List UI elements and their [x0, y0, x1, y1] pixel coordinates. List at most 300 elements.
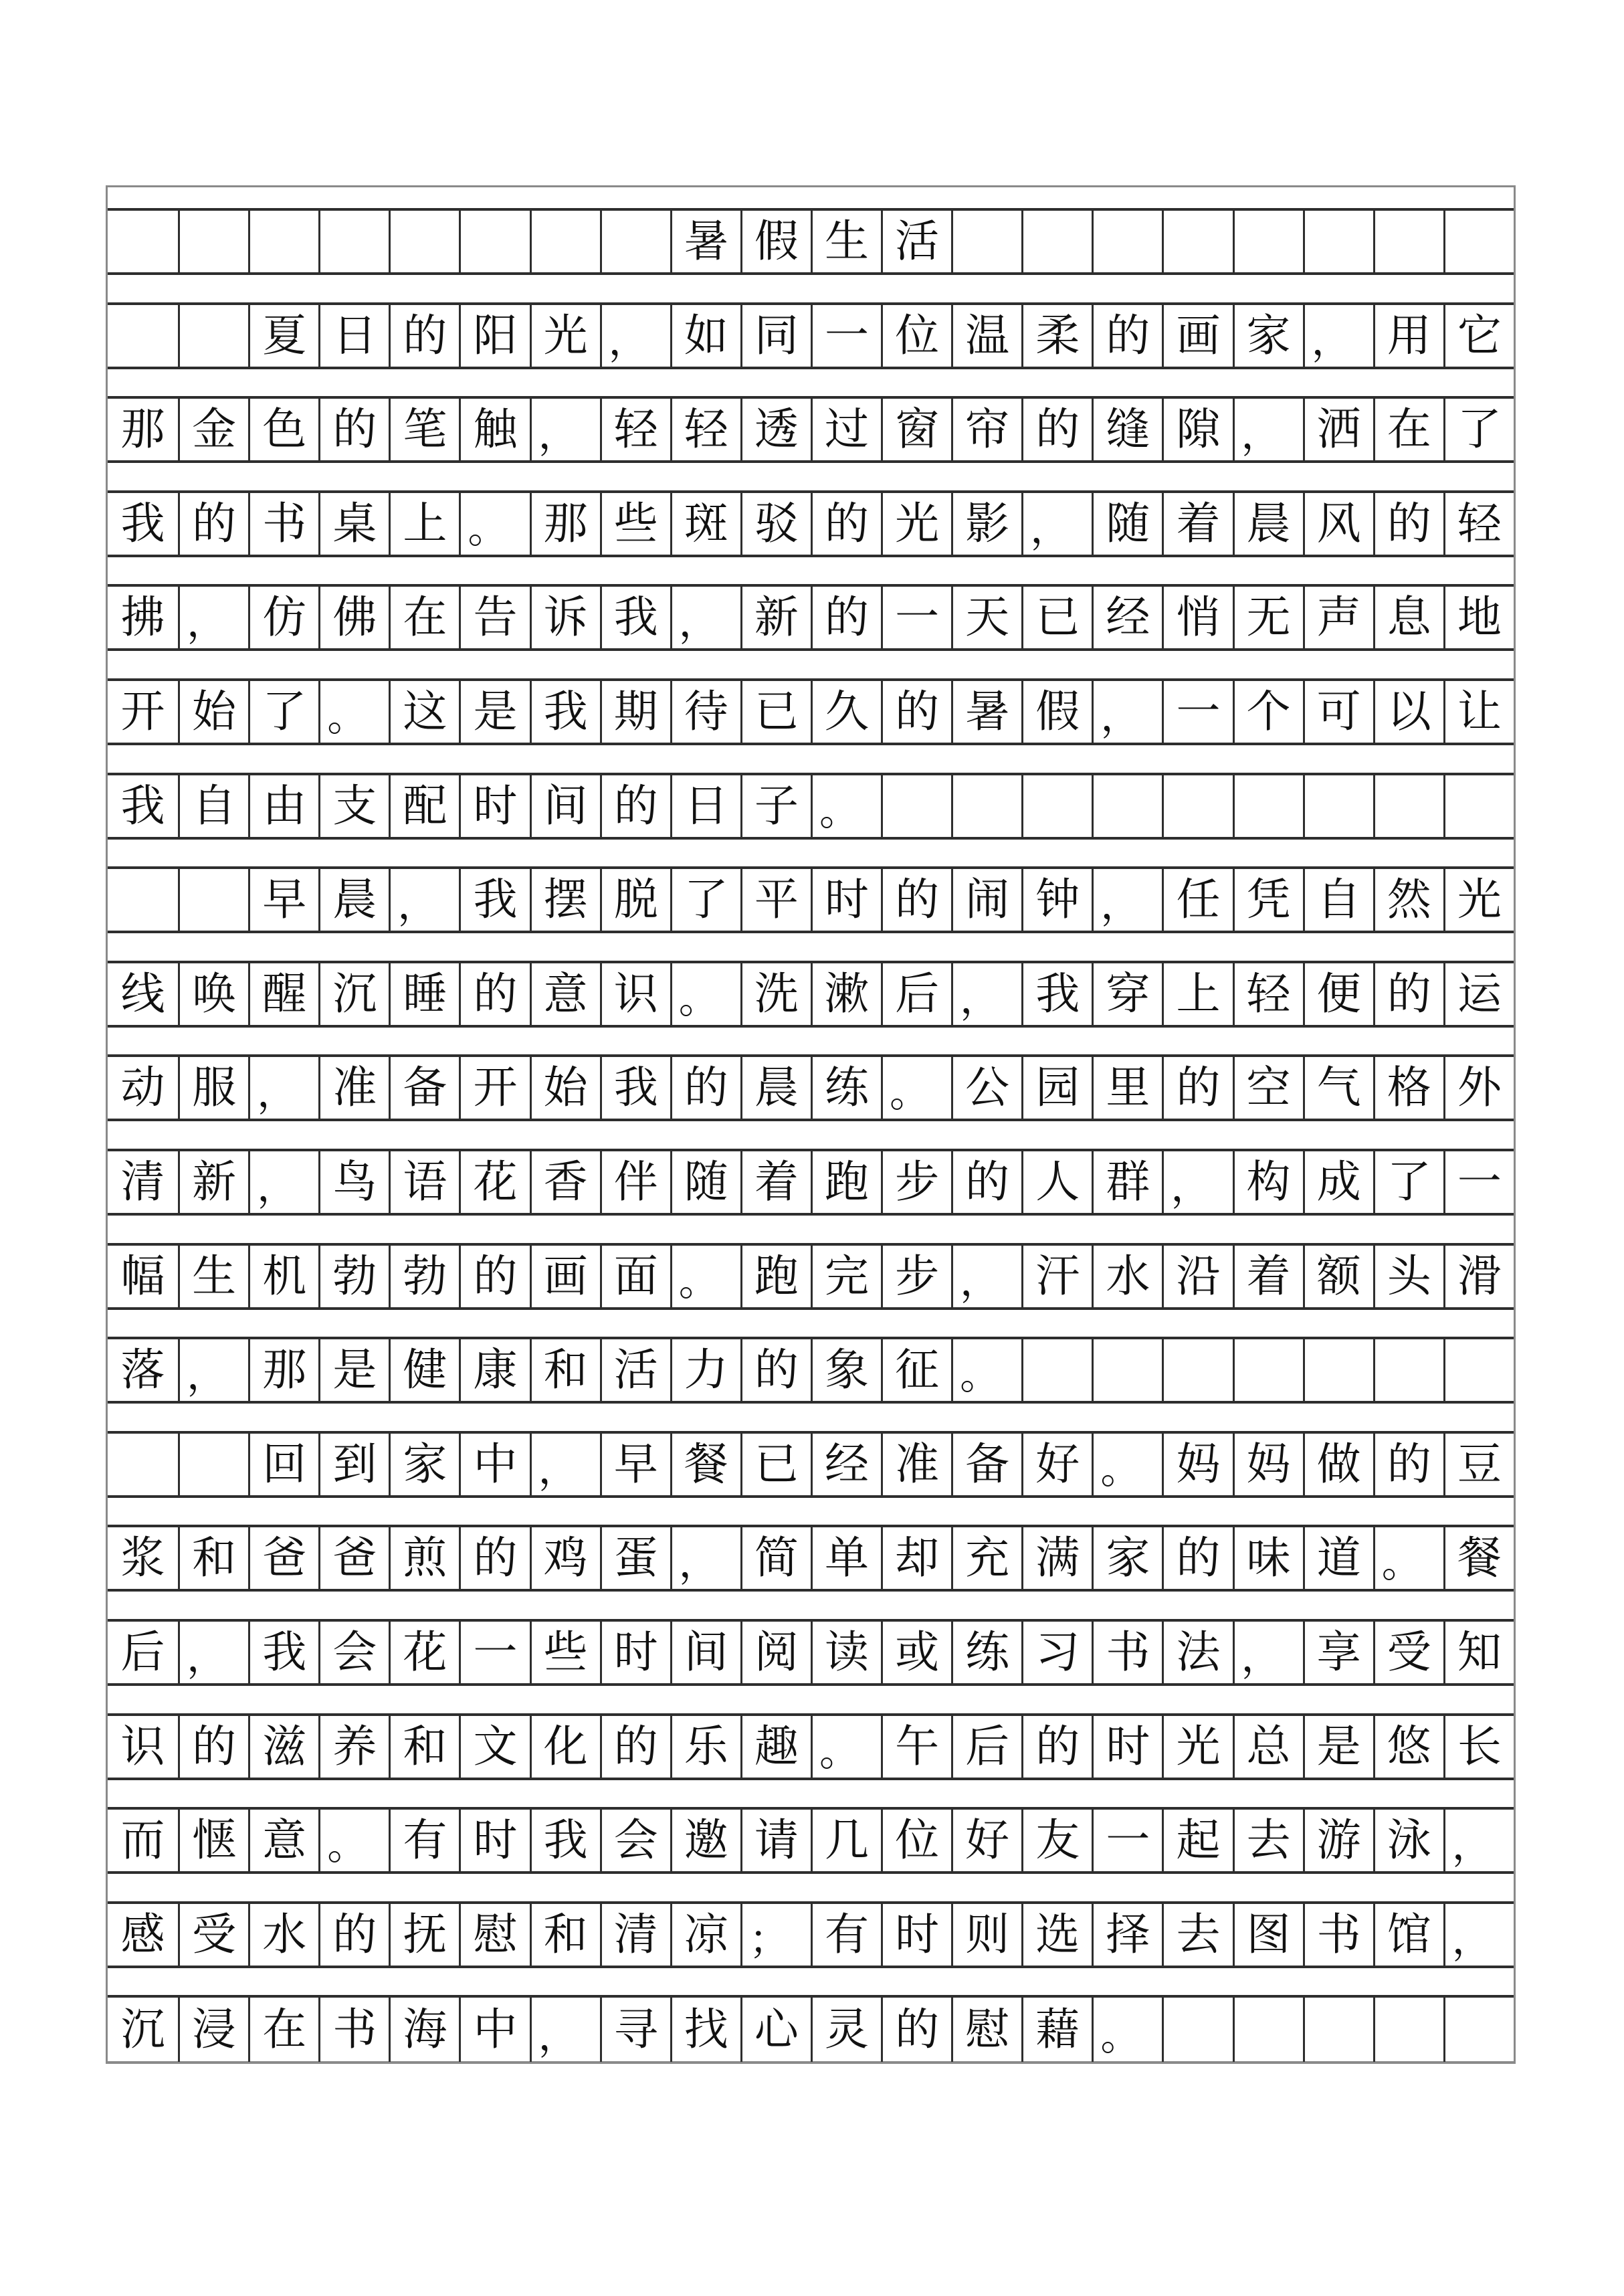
- character-cell: 新: [740, 587, 811, 648]
- character-cell: 法: [1162, 1622, 1232, 1683]
- character-cell: 意: [248, 1810, 318, 1871]
- character-cell: 几: [811, 1810, 881, 1871]
- character-cell: 穿: [1092, 963, 1162, 1025]
- manuscript-grid-sheet: [106, 185, 1516, 2064]
- character-cell: 做: [1303, 1434, 1373, 1495]
- character-cell: 始: [178, 681, 248, 743]
- character-cell: 时: [600, 1622, 670, 1683]
- character-cell: 晨: [318, 869, 389, 931]
- text-row: [108, 866, 1514, 933]
- character-cell: 伴: [600, 1151, 670, 1213]
- character-cell: 睡: [389, 963, 459, 1025]
- character-cell: 金: [178, 399, 248, 460]
- character-cell: 的: [318, 399, 389, 460]
- character-cell: 养: [318, 1716, 389, 1778]
- character-cell: 乐: [670, 1716, 740, 1778]
- character-cell: 面: [600, 1246, 670, 1307]
- text-row: [108, 1901, 1514, 1968]
- character-cell: 过: [811, 399, 881, 460]
- character-cell: 慰: [459, 1904, 529, 1966]
- character-cell: 健: [389, 1339, 459, 1401]
- empty-cell: [1443, 211, 1514, 272]
- character-cell: 一: [1092, 1810, 1162, 1871]
- character-cell: 一: [1162, 681, 1232, 743]
- character-cell: 友: [1021, 1810, 1092, 1871]
- character-cell: ，: [670, 1527, 740, 1589]
- character-cell: 识: [120, 1720, 165, 1772]
- character-cell: 的: [1162, 1527, 1232, 1589]
- character-cell: 准: [318, 1057, 389, 1119]
- character-cell: 。: [881, 1057, 951, 1119]
- text-row: [108, 678, 1514, 745]
- character-cell: 天: [951, 587, 1021, 648]
- character-cell: 康: [459, 1339, 529, 1401]
- character-cell: 长: [1443, 1716, 1514, 1778]
- character-cell: 了: [248, 681, 318, 743]
- character-cell: 起: [1162, 1810, 1232, 1871]
- character-cell: 间: [530, 775, 600, 837]
- character-cell: 清: [120, 1156, 165, 1208]
- character-cell: 会: [318, 1622, 389, 1683]
- character-cell: ，: [389, 869, 459, 931]
- character-cell: 去: [1233, 1810, 1303, 1871]
- character-cell: 阳: [459, 305, 529, 367]
- character-cell: 我: [600, 1057, 670, 1119]
- character-cell: 动: [120, 1062, 165, 1114]
- character-cell: 藉: [1021, 1998, 1092, 2062]
- character-cell: 我: [530, 681, 600, 743]
- character-cell: 了: [1373, 1151, 1443, 1213]
- character-cell: 暑: [951, 681, 1021, 743]
- character-cell: 。: [318, 1810, 389, 1871]
- character-cell: 的: [1373, 1434, 1443, 1495]
- character-cell: 征: [881, 1339, 951, 1401]
- character-cell: 光: [881, 493, 951, 555]
- character-cell: 惬: [178, 1810, 248, 1871]
- character-cell: 上: [389, 493, 459, 555]
- character-cell: 请: [740, 1810, 811, 1871]
- character-cell: 味: [1233, 1527, 1303, 1589]
- character-cell: 的: [459, 963, 529, 1025]
- character-cell: 有: [811, 1904, 881, 1966]
- character-cell: 享: [1303, 1622, 1373, 1683]
- character-cell: 一: [811, 305, 881, 367]
- character-cell: 和: [178, 1527, 248, 1589]
- character-cell: ，: [951, 963, 1021, 1025]
- character-cell: 充: [951, 1527, 1021, 1589]
- character-cell: 文: [459, 1716, 529, 1778]
- character-cell: 悄: [1162, 587, 1232, 648]
- character-cell: 柔: [1021, 305, 1092, 367]
- character-cell: 花: [459, 1151, 529, 1213]
- text-row: [108, 1054, 1514, 1121]
- character-cell: 语: [389, 1151, 459, 1213]
- character-cell: 。: [951, 1339, 1021, 1401]
- character-cell: 滋: [248, 1716, 318, 1778]
- character-cell: ，: [248, 1057, 318, 1119]
- character-cell: 经: [811, 1434, 881, 1495]
- character-cell: 轻: [1443, 493, 1514, 555]
- text-row: [108, 490, 1514, 557]
- character-cell: 早: [600, 1434, 670, 1495]
- character-cell: 同: [740, 305, 811, 367]
- character-cell: 漱: [811, 963, 881, 1025]
- character-cell: 唤: [178, 963, 248, 1025]
- character-cell: 习: [1021, 1622, 1092, 1683]
- character-cell: ，: [178, 1622, 248, 1683]
- empty-cell: [951, 775, 1021, 837]
- character-cell: 受: [178, 1904, 248, 1966]
- character-cell: 的: [951, 1151, 1021, 1213]
- character-cell: 风: [1303, 493, 1373, 555]
- empty-cell: [1162, 1339, 1232, 1401]
- empty-cell: [1162, 211, 1232, 272]
- character-cell: 汗: [1021, 1246, 1092, 1307]
- character-cell: 夏: [248, 305, 318, 367]
- empty-cell: [1443, 1998, 1514, 2062]
- character-cell: 那: [120, 403, 165, 456]
- character-cell: 时: [881, 1904, 951, 1966]
- character-cell: 一: [1443, 1151, 1514, 1213]
- character-cell: 在: [389, 587, 459, 648]
- character-cell: 自: [178, 775, 248, 837]
- text-row: [108, 773, 1514, 840]
- character-cell: 帘: [951, 399, 1021, 460]
- character-cell: 后: [951, 1716, 1021, 1778]
- text-row: [108, 1337, 1514, 1404]
- character-cell: 着: [1162, 493, 1232, 555]
- character-cell: 心: [740, 1998, 811, 2062]
- character-cell: 脱: [600, 869, 670, 931]
- character-cell: 让: [1443, 681, 1514, 743]
- character-cell: 餐: [670, 1434, 740, 1495]
- character-cell: 灵: [811, 1998, 881, 2062]
- character-cell: 。: [670, 1246, 740, 1307]
- character-cell: 色: [248, 399, 318, 460]
- character-cell: 子: [740, 775, 811, 837]
- character-cell: 位: [881, 1810, 951, 1871]
- empty-cell: [178, 1434, 248, 1495]
- character-cell: 趣: [740, 1716, 811, 1778]
- character-cell: 是: [459, 681, 529, 743]
- character-cell: 跑: [740, 1246, 811, 1307]
- character-cell: 外: [1443, 1057, 1514, 1119]
- character-cell: 息: [1373, 587, 1443, 648]
- character-cell: 服: [178, 1057, 248, 1119]
- character-cell: 沉: [120, 2004, 165, 2056]
- character-cell: 以: [1373, 681, 1443, 743]
- character-cell: 久: [811, 681, 881, 743]
- character-cell: 驳: [740, 493, 811, 555]
- character-cell: 餐: [1443, 1527, 1514, 1589]
- character-cell: 活: [600, 1339, 670, 1401]
- character-cell: 闹: [951, 869, 1021, 931]
- character-cell: 的: [1373, 493, 1443, 555]
- empty-cell: [1373, 211, 1443, 272]
- character-cell: 落: [120, 1344, 165, 1396]
- character-cell: 开: [459, 1057, 529, 1119]
- character-cell: 晨: [1233, 493, 1303, 555]
- character-cell: 便: [1303, 963, 1373, 1025]
- character-cell: 回: [248, 1434, 318, 1495]
- character-cell: 读: [811, 1622, 881, 1683]
- character-cell: 。: [811, 775, 881, 837]
- text-row: [108, 1713, 1514, 1780]
- empty-cell: [1373, 1339, 1443, 1401]
- character-cell: 轻: [1233, 963, 1303, 1025]
- character-cell: 的: [600, 775, 670, 837]
- character-cell: 新: [178, 1151, 248, 1213]
- character-cell: 单: [811, 1527, 881, 1589]
- character-cell: ，: [1233, 399, 1303, 460]
- character-cell: 选: [1021, 1904, 1092, 1966]
- character-cell: 鸟: [318, 1151, 389, 1213]
- character-cell: 晨: [740, 1057, 811, 1119]
- character-cell: 意: [530, 963, 600, 1025]
- character-cell: 受: [1373, 1622, 1443, 1683]
- character-cell: 中: [459, 1998, 529, 2062]
- character-cell: 告: [459, 587, 529, 648]
- character-cell: 群: [1092, 1151, 1162, 1213]
- character-cell: 运: [1443, 963, 1514, 1025]
- character-cell: 它: [1443, 305, 1514, 367]
- character-cell: 随: [1092, 493, 1162, 555]
- character-cell: 泳: [1373, 1810, 1443, 1871]
- character-cell: 的: [1373, 963, 1443, 1025]
- character-cell: 平: [740, 869, 811, 931]
- character-cell: 时: [1092, 1716, 1162, 1778]
- character-cell: 佛: [318, 587, 389, 648]
- character-cell: 知: [1443, 1622, 1514, 1683]
- character-cell: 空: [1233, 1057, 1303, 1119]
- text-row: [108, 302, 1514, 369]
- character-cell: 任: [1162, 869, 1232, 931]
- character-cell: 的: [178, 493, 248, 555]
- character-cell: 洗: [740, 963, 811, 1025]
- character-cell: 假: [1021, 681, 1092, 743]
- character-cell: 些: [600, 493, 670, 555]
- character-cell: ，: [1443, 1810, 1514, 1871]
- character-cell: ，: [1233, 1622, 1303, 1683]
- character-cell: 的: [1021, 1716, 1092, 1778]
- character-cell: 妈: [1233, 1434, 1303, 1495]
- character-cell: 水: [1092, 1246, 1162, 1307]
- character-cell: 花: [389, 1622, 459, 1683]
- character-cell: 触: [459, 399, 529, 460]
- character-cell: 我: [600, 587, 670, 648]
- character-cell: 后: [881, 963, 951, 1025]
- empty-cell: [1373, 1998, 1443, 2062]
- character-cell: 。: [459, 493, 529, 555]
- character-cell: ，: [1303, 305, 1373, 367]
- character-cell: 道: [1303, 1527, 1373, 1589]
- character-cell: 的: [1162, 1057, 1232, 1119]
- text-row: [108, 1525, 1514, 1592]
- character-cell: 抚: [389, 1904, 459, 1966]
- character-cell: 力: [670, 1339, 740, 1401]
- character-cell: 。: [1373, 1527, 1443, 1589]
- empty-cell: [1233, 211, 1303, 272]
- text-row: [108, 1149, 1514, 1216]
- character-cell: 到: [318, 1434, 389, 1495]
- character-cell: 时: [811, 869, 881, 931]
- empty-cell: [951, 211, 1021, 272]
- character-cell: 格: [1373, 1057, 1443, 1119]
- character-cell: 画: [1162, 305, 1232, 367]
- character-cell: 位: [881, 305, 951, 367]
- character-cell: 人: [1021, 1151, 1092, 1213]
- character-cell: 家: [1233, 305, 1303, 367]
- character-cell: 勃: [389, 1246, 459, 1307]
- character-cell: 书: [1092, 1622, 1162, 1683]
- empty-cell: [459, 211, 529, 272]
- character-cell: 用: [1373, 305, 1443, 367]
- character-cell: 阅: [740, 1622, 811, 1683]
- character-cell: 桌: [318, 493, 389, 555]
- character-cell: 我: [120, 497, 165, 549]
- character-cell: 。: [670, 963, 740, 1025]
- character-cell: 些: [530, 1622, 600, 1683]
- character-cell: 自: [1303, 869, 1373, 931]
- character-cell: ，: [670, 587, 740, 648]
- empty-cell: [1303, 211, 1373, 272]
- character-cell: 开: [120, 686, 165, 737]
- character-cell: 象: [811, 1339, 881, 1401]
- character-cell: 好: [951, 1810, 1021, 1871]
- character-cell: 步: [881, 1151, 951, 1213]
- character-cell: 海: [389, 1998, 459, 2062]
- character-cell: 感: [120, 1908, 165, 1960]
- empty-cell: [1021, 211, 1092, 272]
- character-cell: 滑: [1443, 1246, 1514, 1307]
- empty-cell: [108, 211, 178, 272]
- character-cell: 爸: [318, 1527, 389, 1589]
- character-cell: 午: [881, 1716, 951, 1778]
- character-cell: ，: [1092, 869, 1162, 931]
- character-cell: 额: [1303, 1246, 1373, 1307]
- character-cell: 有: [389, 1810, 459, 1871]
- character-cell: 光: [1162, 1716, 1232, 1778]
- character-cell: 间: [670, 1622, 740, 1683]
- character-cell: 的: [740, 1339, 811, 1401]
- character-cell: ；: [740, 1904, 811, 1966]
- character-cell: 。: [811, 1716, 881, 1778]
- empty-cell: [1092, 1339, 1162, 1401]
- character-cell: 沉: [318, 963, 389, 1025]
- character-cell: 地: [1443, 587, 1514, 648]
- character-cell: 家: [1092, 1527, 1162, 1589]
- character-cell: 公: [951, 1057, 1021, 1119]
- character-cell: 浸: [178, 1998, 248, 2062]
- character-cell: 可: [1303, 681, 1373, 743]
- character-cell: 支: [318, 775, 389, 837]
- character-cell: 机: [248, 1246, 318, 1307]
- character-cell: 是: [318, 1339, 389, 1401]
- character-cell: 摆: [530, 869, 600, 931]
- character-cell: 煎: [389, 1527, 459, 1589]
- character-cell: 我: [530, 1810, 600, 1871]
- character-cell: 步: [881, 1246, 951, 1307]
- character-cell: ，: [178, 587, 248, 648]
- character-cell: 。: [318, 681, 389, 743]
- character-cell: 跑: [811, 1151, 881, 1213]
- character-cell: ，: [530, 399, 600, 460]
- character-cell: 的: [459, 1246, 529, 1307]
- character-cell: 化: [530, 1716, 600, 1778]
- text-row: [108, 1619, 1514, 1686]
- character-cell: 我: [248, 1622, 318, 1683]
- empty-cell: [1303, 1339, 1373, 1401]
- character-cell: 早: [248, 869, 318, 931]
- text-row: [108, 396, 1514, 463]
- character-cell: 随: [670, 1151, 740, 1213]
- character-cell: 日: [318, 305, 389, 367]
- character-cell: 则: [951, 1904, 1021, 1966]
- character-cell: 会: [600, 1810, 670, 1871]
- character-cell: 笔: [389, 399, 459, 460]
- character-cell: 。: [1092, 1434, 1162, 1495]
- text-row: [108, 584, 1514, 651]
- empty-cell: [1443, 775, 1514, 837]
- character-cell: 窗: [881, 399, 951, 460]
- character-cell: 练: [951, 1622, 1021, 1683]
- character-cell: 园: [1021, 1057, 1092, 1119]
- character-cell: 香: [530, 1151, 600, 1213]
- character-cell: 的: [881, 681, 951, 743]
- character-cell: 择: [1092, 1904, 1162, 1966]
- empty-cell: [1443, 1339, 1514, 1401]
- character-cell: 备: [951, 1434, 1021, 1495]
- character-cell: 的: [389, 305, 459, 367]
- character-cell: 的: [881, 869, 951, 931]
- character-cell: 的: [811, 493, 881, 555]
- character-cell: 一: [459, 1622, 529, 1683]
- character-cell: ，: [178, 1339, 248, 1401]
- character-cell: 浆: [120, 1532, 165, 1584]
- character-cell: 凉: [670, 1904, 740, 1966]
- title-character-cell: 活: [881, 211, 951, 272]
- character-cell: 图: [1233, 1904, 1303, 1966]
- character-cell: 的: [459, 1527, 529, 1589]
- empty-cell: [1303, 1998, 1373, 2062]
- title-character-cell: 暑: [670, 211, 740, 272]
- character-cell: ，: [1021, 493, 1092, 555]
- empty-cell: [178, 869, 248, 931]
- character-cell: 洒: [1303, 399, 1373, 460]
- character-cell: 拂: [120, 591, 165, 644]
- empty-cell: [1303, 775, 1373, 837]
- empty-cell: [881, 775, 951, 837]
- character-cell: 总: [1233, 1716, 1303, 1778]
- character-cell: 诉: [530, 587, 600, 648]
- empty-cell: [530, 211, 600, 272]
- character-cell: 了: [670, 869, 740, 931]
- empty-cell: [1092, 775, 1162, 837]
- character-cell: 去: [1162, 1904, 1232, 1966]
- character-cell: 我: [459, 869, 529, 931]
- character-cell: 书: [1303, 1904, 1373, 1966]
- character-cell: 后: [120, 1626, 165, 1678]
- character-cell: 由: [248, 775, 318, 837]
- character-cell: 隙: [1162, 399, 1232, 460]
- character-cell: 着: [740, 1151, 811, 1213]
- character-cell: 如: [670, 305, 740, 367]
- empty-cell: [1162, 1998, 1232, 2062]
- character-cell: 缝: [1092, 399, 1162, 460]
- title-row: [108, 208, 1514, 275]
- character-cell: 蛋: [600, 1527, 670, 1589]
- character-cell: 上: [1162, 963, 1232, 1025]
